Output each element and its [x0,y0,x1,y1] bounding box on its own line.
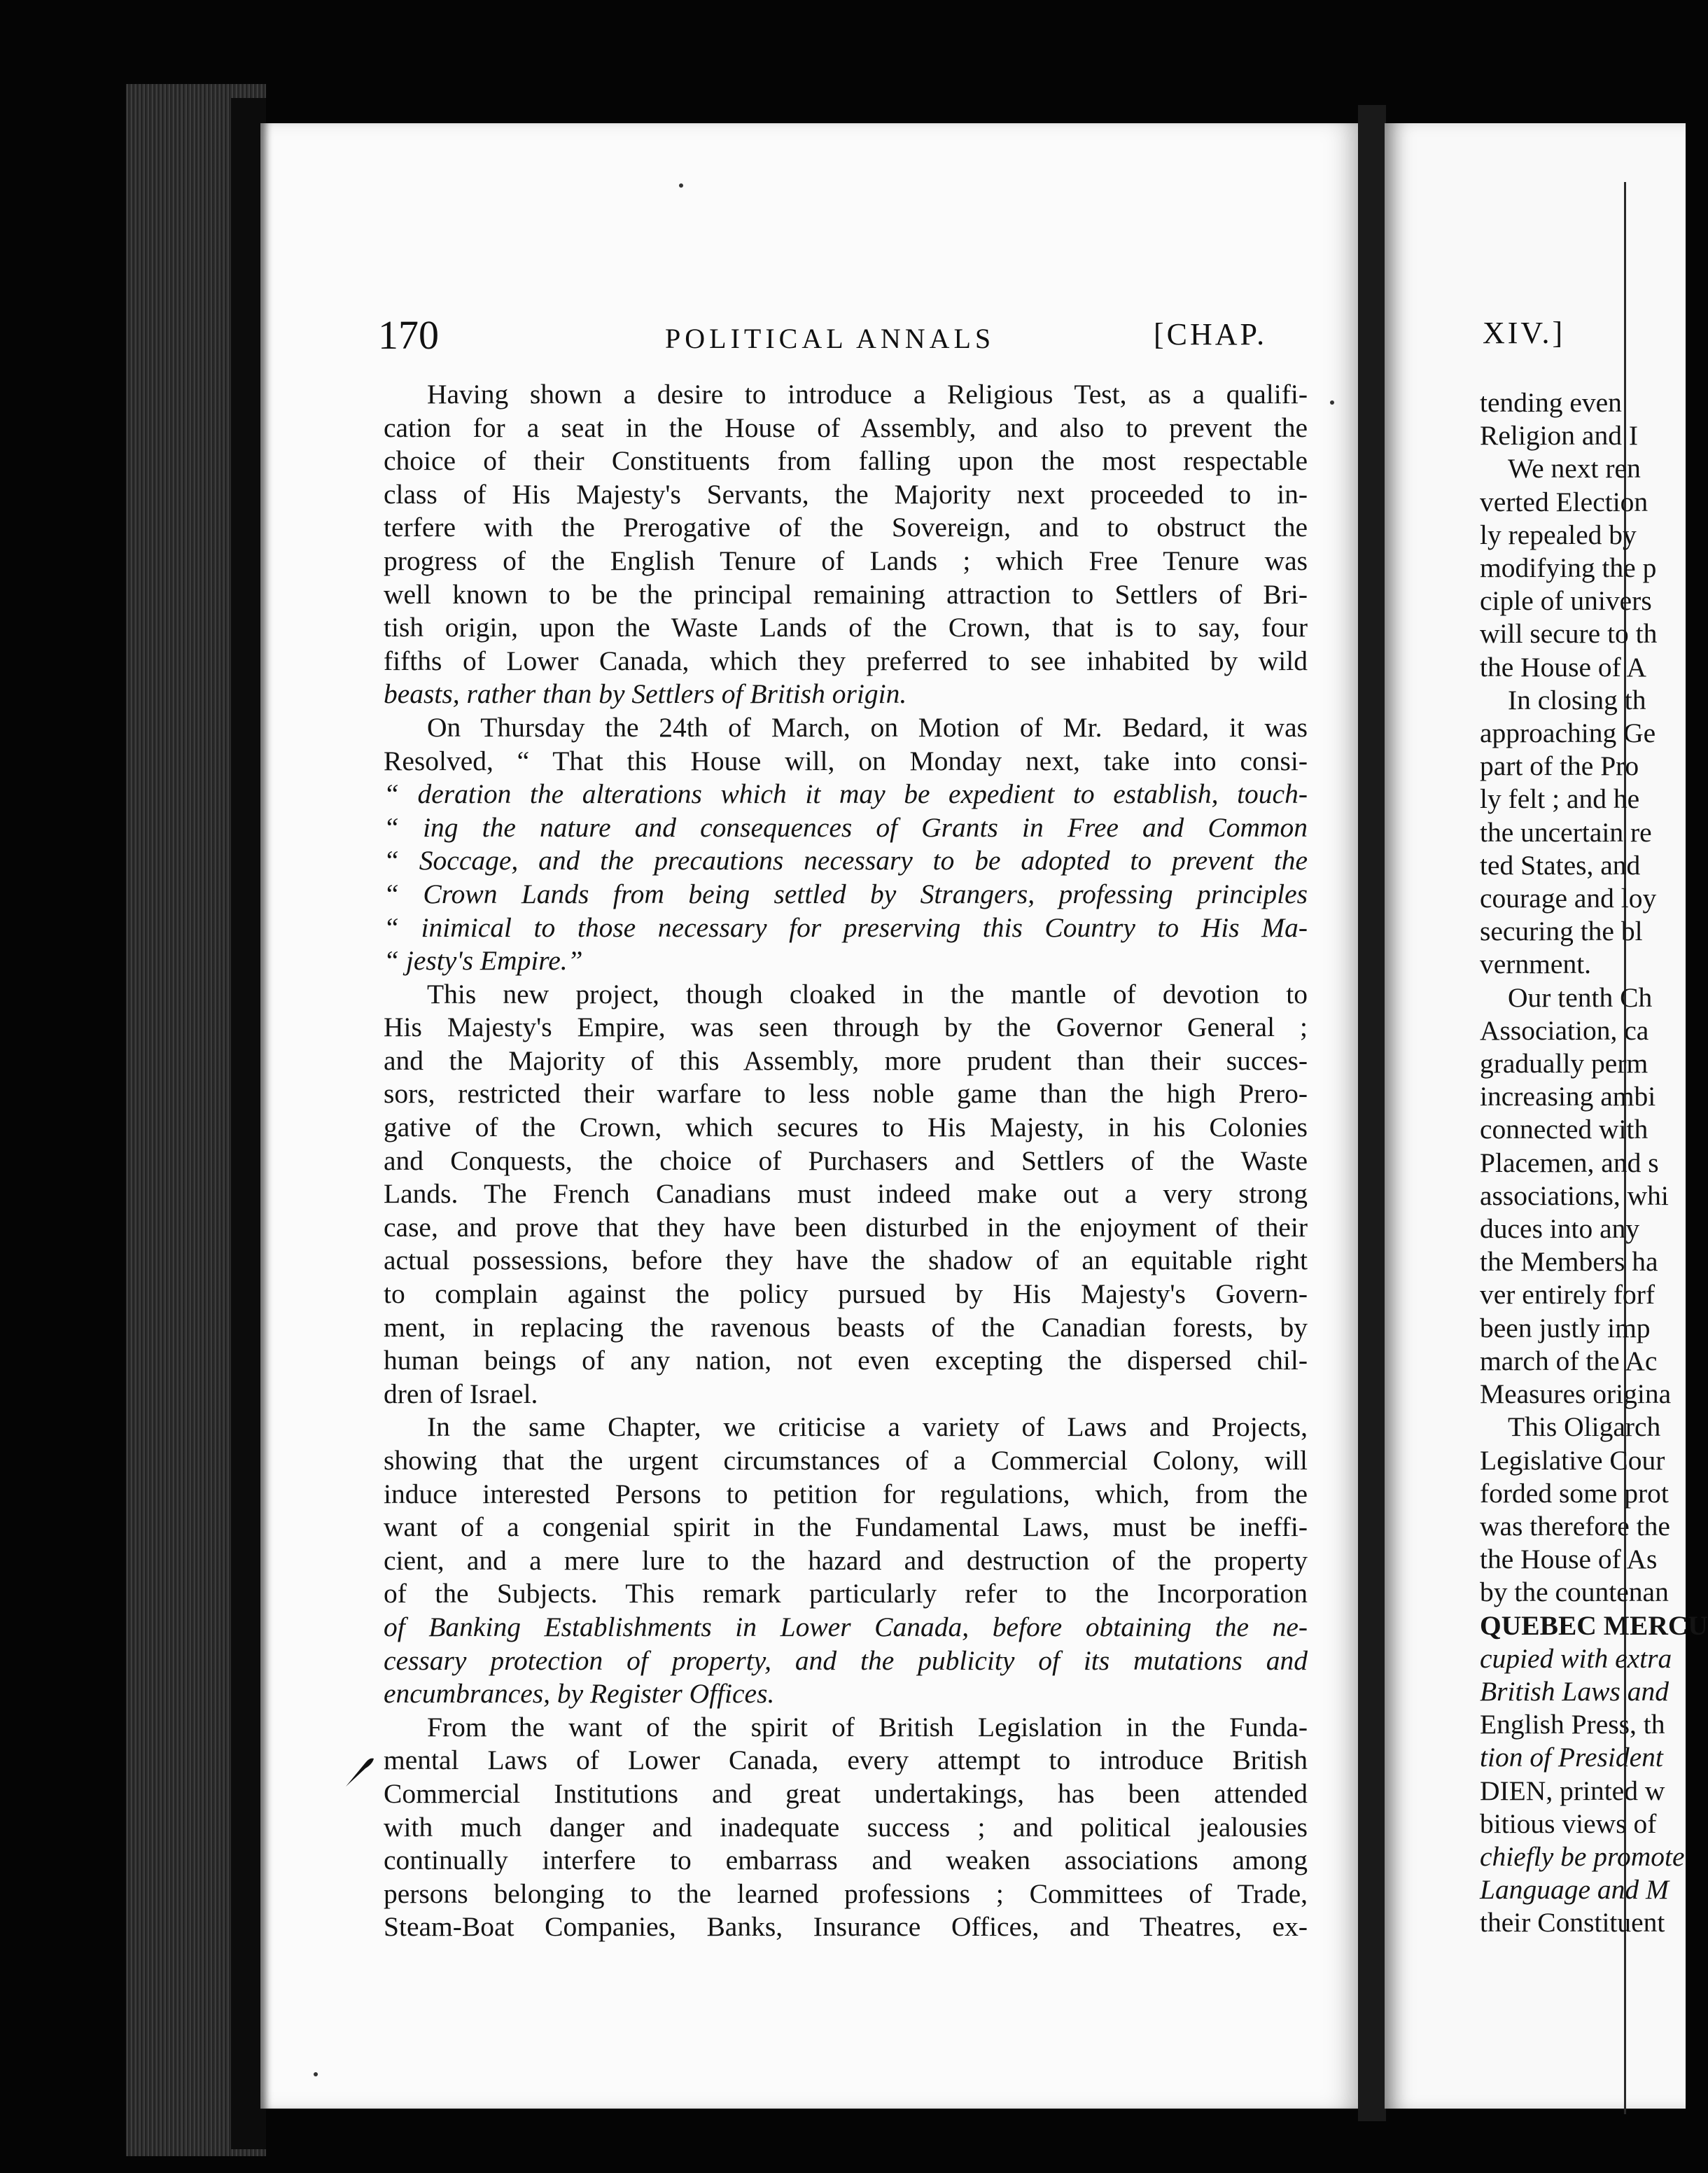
text-line: persons belonging to the learned professions ; Committees of Trade, [384,1878,1308,1909]
left-page-body-text [384,378,1308,1944]
text-line: ted States, and [1480,849,1641,881]
text-line: and Conquests, the choice of Purchasers and Settlers of the Waste [384,1145,1308,1176]
text-line: cation for a seat in the House of Assembly, and also to prevent the [384,412,1308,443]
text-line: approaching Ge [1480,718,1656,749]
text-line: the House of A [1480,651,1647,683]
text-line: tion of President [1480,1742,1663,1773]
right-page-body-text [1480,386,1708,1940]
text-line: march of the Ac [1480,1345,1658,1376]
text-line: chiefly be promote [1480,1840,1685,1872]
text-line: and the Majority of this Assembly, more prudent than their succes- [384,1044,1308,1076]
speck [1330,400,1334,405]
text-line: continually interfere to embarrass and weaken associations among [384,1845,1308,1876]
text-line: case, and prove that they have been disturbed in the enjoyment of their [384,1211,1308,1243]
text-line: Placemen, and s [1480,1147,1659,1178]
text-line: their Constituent [1480,1907,1665,1938]
text-line: vernment. [1480,949,1592,980]
text-line: Language and M [1480,1874,1669,1906]
text-line: well known to be the principal remaining attraction to Settlers of Bri- [384,578,1308,610]
speck [314,2072,318,2076]
text-line: beasts, rather than by Settlers of British origin. [384,678,907,710]
text-line: Religion and I [1480,420,1638,452]
text-line: will secure to th [1480,618,1658,650]
text-line: securing the bl [1480,916,1643,947]
text-line: fifths of Lower Canada, which they preferred to see inhabited by wild [384,645,1308,676]
text-line: “ Crown Lands from being settled by Strangers, professing principles [384,878,1308,909]
text-line: forded some prot [1480,1477,1669,1509]
text-line: terfere with the Prerogative of the Sovereign, and to obstruct the [384,512,1308,543]
text-line: cient, and a mere lure to the hazard and destruction of the property [384,1544,1308,1576]
text-line: tish origin, upon the Waste Lands of the Crown, that is to say, four [384,612,1308,643]
text-line: bitious views of [1480,1808,1657,1839]
text-line: gative of the Crown, which secures to His Majesty, in his Colonies [384,1112,1308,1143]
text-line: progress of the English Tenure of Lands ; which Free Tenure was [384,545,1308,576]
text-line: sors, restricted their warfare to less noble game than the high Prero- [384,1078,1308,1110]
text-line: associations, whi [1480,1180,1669,1211]
text-line: to complain against the policy pursued by His Majesty's Govern- [384,1278,1308,1310]
page-number: 170 [378,312,439,358]
text-line: showing that the urgent circumstances of a Commercial Colony, will [384,1445,1308,1476]
text-line: class of His Majesty's Servants, the Majority next proceeded to in- [384,478,1308,510]
text-line: Steam-Boat Companies, Banks, Insurance Offices, and Theatres, ex- [384,1911,1308,1943]
text-line: “ jesty's Empire.” [384,945,583,977]
chapter-mark: [CHAP. [1154,317,1268,351]
text-line: cupied with extra [1480,1642,1672,1674]
text-line: This new project, though cloaked in the mantle of devotion to [427,978,1308,1009]
text-line: “ deration the alterations which it may be expedient to establish, touch- [384,778,1308,810]
text-line: His Majesty's Empire, was seen through by the Governor General ; [384,1012,1308,1043]
text-line: part of the Pro [1480,750,1639,782]
text-line: Lands. The French Canadians must indeed make out a very strong [384,1178,1308,1210]
running-title: POLITICAL ANNALS [665,323,995,354]
text-line: English Press, th [1480,1709,1665,1740]
text-line: “ Soccage, and the precautions necessary to be adopted to prevent the [384,845,1308,876]
text-line: induce interested Persons to petition for regulations, which, from the [384,1478,1308,1509]
text-line: ciple of univers [1480,585,1652,617]
text-line: British Laws and [1480,1675,1669,1707]
gutter [1358,105,1386,2121]
text-line: QUEBEC MERCU [1480,1609,1708,1641]
text-line: From the want of the spirit of British Legislation in the Funda- [427,1711,1308,1742]
text-line: duces into any [1480,1213,1640,1245]
text-line: Having shown a desire to introduce a Religious Test, as a qualifi- [427,379,1308,410]
text-line: dren of Israel. [384,1378,538,1409]
text-line: with much danger and inadequate success ; and political jealousies [384,1811,1308,1843]
text-line: verted Election [1480,486,1648,517]
text-line: increasing ambi [1480,1081,1656,1112]
text-line: ment, in replacing the ravenous beasts of the Canadian forests, by [384,1311,1308,1343]
text-line: courage and loy [1480,883,1657,914]
text-line: Measures origina [1480,1378,1672,1410]
text-line: gradually perm [1480,1048,1648,1079]
speck [679,183,683,188]
text-line: ly felt ; and he [1480,783,1640,815]
text-line: the House of As [1480,1544,1658,1575]
text-line: “ inimical to those necessary for preserving this Country to His Ma- [384,911,1308,943]
text-line: modifying the p [1480,552,1657,584]
text-line: In the same Chapter, we criticise a variety of Laws and Projects, [427,1411,1308,1443]
text-line: Legislative Cour [1480,1444,1665,1476]
text-line: Commercial Institutions and great undertakings, has been attended [384,1777,1308,1809]
text-line: This Oligarch [1508,1411,1661,1443]
right-running-head: XIV.] [1483,316,1566,350]
text-line: by the countenan [1480,1577,1669,1608]
text-line: ver entirely forf [1480,1279,1656,1311]
text-line: the Members ha [1480,1246,1658,1278]
text-line: “ ing the nature and consequences of Grants in Free and Common [384,811,1308,843]
text-line: the uncertain re [1480,816,1652,848]
text-line: On Thursday the 24th of March, on Motion of Mr. Bedard, it was [427,711,1308,743]
text-line: Our tenth Ch [1508,981,1653,1013]
text-line: of Banking Establishments in Lower Canada, before obtaining the ne- [384,1611,1308,1642]
text-line: of the Subjects. This remark particularly refer to the Incorporation [384,1578,1308,1609]
text-line: tending even [1480,387,1622,418]
text-line: mental Laws of Lower Canada, every attempt to introduce British [384,1745,1308,1776]
text-line: connected with [1480,1114,1648,1145]
pen-mark-icon [342,1750,384,1792]
text-line: encumbrances, by Register Offices. [384,1678,775,1710]
text-line: Resolved, “ That this House will, on Monday next, take into consi- [384,745,1308,776]
text-line: want of a congenial spirit in the Fundamental Laws, must be ineffi- [384,1511,1308,1543]
text-line: In closing th [1508,684,1646,715]
text-line: ly repealed by [1480,519,1637,550]
text-line: human beings of any nation, not even excepting the dispersed chil- [384,1345,1308,1376]
text-line: actual possessions, before they have the shadow of an equitable right [384,1245,1308,1276]
text-line: We next ren [1508,453,1641,484]
text-line: choice of their Constituents from falling upon the most respectable [384,445,1308,477]
text-line: DIEN, printed w [1480,1775,1665,1806]
text-line: been justly imp [1480,1312,1651,1343]
text-line: was therefore the [1480,1510,1670,1542]
text-line: Association, ca [1480,1014,1649,1046]
text-line: cessary protection of property, and the publicity of its mutations and [384,1644,1308,1676]
